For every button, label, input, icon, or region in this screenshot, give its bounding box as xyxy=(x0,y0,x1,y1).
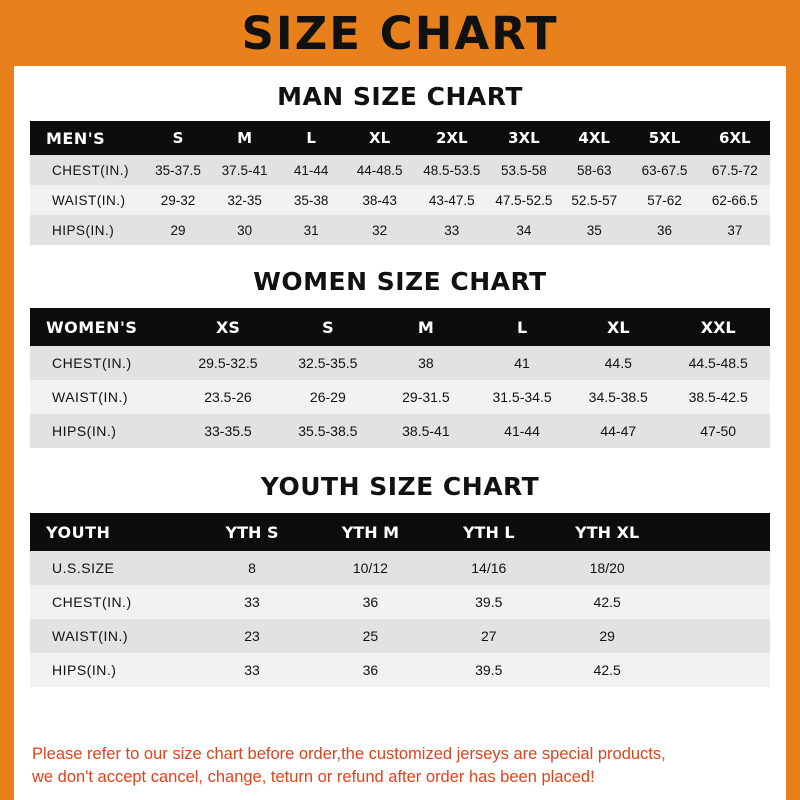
table-cell: 29 xyxy=(145,215,212,245)
table-cell: 10/12 xyxy=(311,551,429,585)
row-label: WAIST(IN.) xyxy=(30,380,178,414)
table-cell: 39.5 xyxy=(430,585,548,619)
section-title-man: MAN SIZE CHART xyxy=(277,82,523,111)
table-row xyxy=(30,346,770,380)
table-cell: 29-31.5 xyxy=(378,380,474,414)
table-cell: 44.5 xyxy=(570,346,666,380)
table-cell: 62-66.5 xyxy=(700,185,770,215)
table-cell: 31 xyxy=(278,215,345,245)
column-header: 5XL xyxy=(629,121,699,155)
table-cell: 58-63 xyxy=(559,155,629,185)
column-header: 4XL xyxy=(559,121,629,155)
table-cell: 57-62 xyxy=(629,185,699,215)
table-cell: 38 xyxy=(378,346,474,380)
table-cell: 36 xyxy=(311,653,429,687)
order-policy-note xyxy=(14,733,786,800)
table-cell: 37.5-41 xyxy=(211,155,278,185)
row-label: CHEST(IN.) xyxy=(30,155,145,185)
column-header: YTH S xyxy=(193,513,311,551)
table-cell: 39.5 xyxy=(430,653,548,687)
table-cell: 44.5-48.5 xyxy=(666,346,770,380)
column-header: XS xyxy=(178,308,278,346)
table-cell: 35 xyxy=(559,215,629,245)
table-cell: 48.5-53.5 xyxy=(415,155,489,185)
table-cell: 67.5-72 xyxy=(700,155,770,185)
row-label: HIPS(IN.) xyxy=(30,215,145,245)
row-label: WAIST(IN.) xyxy=(30,185,145,215)
table-cell: 38-43 xyxy=(344,185,414,215)
table-cell: 8 xyxy=(193,551,311,585)
table-header-row xyxy=(30,121,770,155)
table-cell: 29-32 xyxy=(145,185,212,215)
table-cell: 33 xyxy=(415,215,489,245)
table-cell: 27 xyxy=(430,619,548,653)
column-header: XL xyxy=(570,308,666,346)
table-row xyxy=(30,653,770,687)
order-policy-line-2: we don't accept cancel, change, teturn or refund after order has been placed! xyxy=(32,767,595,786)
table-cell: 41-44 xyxy=(278,155,345,185)
row-label: U.S.SIZE xyxy=(30,551,193,585)
row-label: CHEST(IN.) xyxy=(30,346,178,380)
column-header: 6XL xyxy=(700,121,770,155)
table-cell: 36 xyxy=(629,215,699,245)
table-cell: 23 xyxy=(193,619,311,653)
table-cell: 47.5-52.5 xyxy=(489,185,559,215)
table-cell: 35.5-38.5 xyxy=(278,414,378,448)
chart-content xyxy=(14,66,786,733)
column-header: MEN'S xyxy=(30,121,145,155)
table-cell: 63-67.5 xyxy=(629,155,699,185)
table-cell: 33 xyxy=(193,653,311,687)
table-cell: 41 xyxy=(474,346,570,380)
table-row xyxy=(30,551,770,585)
section-title-women: WOMEN SIZE CHART xyxy=(253,267,547,296)
table-cell-spacer xyxy=(666,551,770,585)
column-header: S xyxy=(278,308,378,346)
table-cell: 42.5 xyxy=(548,653,666,687)
column-header: YTH XL xyxy=(548,513,666,551)
column-header: 2XL xyxy=(415,121,489,155)
table-cell-spacer xyxy=(666,619,770,653)
table-header-row xyxy=(30,308,770,346)
table-cell: 33 xyxy=(193,585,311,619)
table-cell: 14/16 xyxy=(430,551,548,585)
table-cell: 35-38 xyxy=(278,185,345,215)
women-size-table xyxy=(30,308,770,448)
table-cell: 25 xyxy=(311,619,429,653)
table-cell: 31.5-34.5 xyxy=(474,380,570,414)
table-cell: 37 xyxy=(700,215,770,245)
table-row xyxy=(30,155,770,185)
table-cell: 29.5-32.5 xyxy=(178,346,278,380)
order-policy-line-1: Please refer to our size chart before order,the customized jerseys are special products, xyxy=(32,745,666,764)
table-cell: 32-35 xyxy=(211,185,278,215)
column-header: S xyxy=(145,121,212,155)
column-header: XL xyxy=(344,121,414,155)
table-cell: 32.5-35.5 xyxy=(278,346,378,380)
table-cell: 43-47.5 xyxy=(415,185,489,215)
table-cell: 33-35.5 xyxy=(178,414,278,448)
table-cell: 34 xyxy=(489,215,559,245)
banner xyxy=(14,0,786,66)
table-cell: 23.5-26 xyxy=(178,380,278,414)
row-label: WAIST(IN.) xyxy=(30,619,193,653)
table-cell: 44-47 xyxy=(570,414,666,448)
column-header: 3XL xyxy=(489,121,559,155)
column-header: XXL xyxy=(666,308,770,346)
table-row xyxy=(30,585,770,619)
column-header: YTH L xyxy=(430,513,548,551)
table-cell-spacer xyxy=(666,585,770,619)
table-cell: 47-50 xyxy=(666,414,770,448)
section-title-youth: YOUTH SIZE CHART xyxy=(260,472,540,501)
table-cell: 52.5-57 xyxy=(559,185,629,215)
column-header: M xyxy=(211,121,278,155)
table-cell: 30 xyxy=(211,215,278,245)
row-label: CHEST(IN.) xyxy=(30,585,193,619)
table-cell: 36 xyxy=(311,585,429,619)
table-cell-spacer xyxy=(666,653,770,687)
men-size-table xyxy=(30,121,770,245)
column-header-spacer xyxy=(666,513,770,551)
column-header: L xyxy=(474,308,570,346)
column-header: M xyxy=(378,308,474,346)
page-title: SIZE CHART xyxy=(241,6,559,60)
table-row xyxy=(30,619,770,653)
column-header: YTH M xyxy=(311,513,429,551)
column-header: YOUTH xyxy=(30,513,193,551)
table-cell: 26-29 xyxy=(278,380,378,414)
table-cell: 35-37.5 xyxy=(145,155,212,185)
table-cell: 32 xyxy=(344,215,414,245)
row-label: HIPS(IN.) xyxy=(30,414,178,448)
column-header: WOMEN'S xyxy=(30,308,178,346)
table-row xyxy=(30,185,770,215)
table-row xyxy=(30,380,770,414)
table-cell: 29 xyxy=(548,619,666,653)
column-header: L xyxy=(278,121,345,155)
table-cell: 44-48.5 xyxy=(344,155,414,185)
table-cell: 34.5-38.5 xyxy=(570,380,666,414)
table-cell: 38.5-42.5 xyxy=(666,380,770,414)
table-cell: 38.5-41 xyxy=(378,414,474,448)
table-row xyxy=(30,414,770,448)
table-header-row xyxy=(30,513,770,551)
row-label: HIPS(IN.) xyxy=(30,653,193,687)
table-cell: 18/20 xyxy=(548,551,666,585)
table-cell: 53.5-58 xyxy=(489,155,559,185)
table-cell: 42.5 xyxy=(548,585,666,619)
table-cell: 41-44 xyxy=(474,414,570,448)
youth-size-table xyxy=(30,513,770,687)
table-row xyxy=(30,215,770,245)
